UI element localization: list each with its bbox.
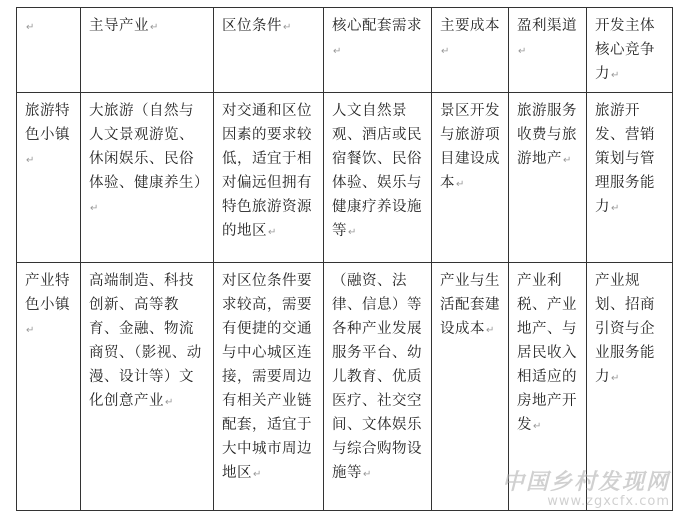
table-cell: 旅游开发、营销策划与管理服务能力↵ (587, 93, 673, 263)
paragraph-mark-icon: ↵ (611, 373, 620, 384)
header-cell-leading-industry: 主导产业↵ (81, 8, 214, 93)
watermark-title: 中国乡村发现网 (501, 469, 670, 495)
header-cell-blank (17, 8, 81, 93)
header-cell-location: 区位条件↵ (214, 8, 324, 93)
table-row (17, 263, 673, 511)
table-cell: 产业与生活配套建设成本↵ (432, 263, 509, 511)
paragraph-mark-icon: ↵ (268, 227, 277, 238)
paragraph-mark-icon: ↵ (26, 325, 35, 336)
header-cell-profit-channel: 盈利渠道↵ (509, 8, 587, 93)
table-cell: 对区位条件要求较高，需要有便捷的交通与中心城区连接，需要周边有相关产业链配套，适宜于大中城市周边地区↵ (214, 263, 324, 511)
row-label-tourism-town: 旅游特色小镇↵ (17, 93, 81, 263)
paragraph-mark-icon: ↵ (165, 397, 174, 408)
table-cell: 旅游服务收费与旅游地产↵ (509, 93, 587, 263)
table-cell: 高端制造、科技创新、高等教育、金融、物流商贸、（影视、动漫、设计等）文化创意产业↵ (81, 263, 214, 511)
table-cell: （融资、法律、信息）等各种产业发展服务平台、幼儿教育、优质医疗、社交空间、文体娱乐与综合购物设施等↵ (324, 263, 432, 511)
paragraph-mark-icon: ↵ (90, 203, 99, 214)
paragraph-mark-icon: ↵ (563, 155, 572, 166)
paragraph-mark-icon: ↵ (441, 46, 450, 57)
paragraph-mark-icon: ↵ (26, 22, 35, 33)
paragraph-mark-icon: ↵ (518, 46, 527, 57)
paragraph-mark-icon: ↵ (150, 22, 159, 33)
table-cell: 人文自然景观、酒店或民宿餐饮、民俗体验、娱乐与健康疗养设施等↵ (324, 93, 432, 263)
paragraph-mark-icon: ↵ (456, 179, 465, 190)
paragraph-mark-icon: ↵ (333, 46, 342, 57)
comparison-table (16, 7, 673, 511)
paragraph-mark-icon: ↵ (26, 155, 35, 166)
paragraph-mark-icon: ↵ (611, 203, 620, 214)
paragraph-mark-icon: ↵ (486, 325, 495, 336)
paragraph-mark-icon: ↵ (533, 421, 542, 432)
watermark-url: www.zgxcfx.com (547, 494, 670, 509)
table-cell: 产业规划、招商引资与企业服务能力↵ (587, 263, 673, 511)
header-cell-main-cost: 主要成本↵ (432, 8, 509, 93)
paragraph-mark-icon: ↵ (283, 22, 292, 33)
table-row (17, 93, 673, 263)
table-cell: 对交通和区位因素的要求较低，适宜于相对偏远但拥有特色旅游资源的地区↵ (214, 93, 324, 263)
table-header-row (17, 8, 673, 93)
header-cell-core-facilities: 核心配套需求↵ (324, 8, 432, 93)
paragraph-mark-icon: ↵ (253, 469, 262, 480)
row-label-industry-town: 产业特色小镇↵ (17, 263, 81, 511)
table-cell: 大旅游（自然与人文景观游览、休闲娱乐、民俗体验、健康养生）↵ (81, 93, 214, 263)
paragraph-mark-icon: ↵ (363, 469, 372, 480)
table-cell: 产业利税、产业地产、与居民收入相适应的房地产开发↵ (509, 263, 587, 511)
table-cell: 景区开发与旅游项目建设成本↵ (432, 93, 509, 263)
header-cell-competitiveness: 开发主体核心竞争力↵ (587, 8, 673, 93)
paragraph-mark-icon: ↵ (611, 70, 620, 81)
paragraph-mark-icon: ↵ (348, 227, 357, 238)
